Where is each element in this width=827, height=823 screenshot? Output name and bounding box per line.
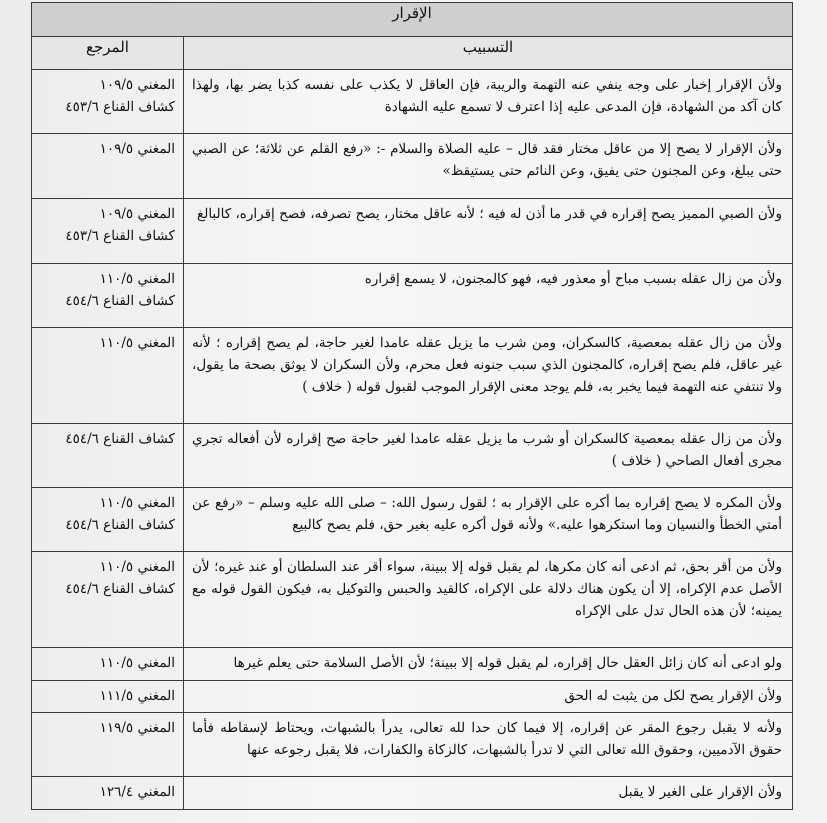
reason-cell: ولو ادعى أنه كان زائل العقل حال إقراره، لم يقبل قوله إلا ببينة؛ لأن الأصل السلامة حتى يعلم غيرها [184,648,793,681]
reference-cell [32,328,184,424]
reference-line: المغني ١٠٩/٥ [99,77,175,93]
table-row [32,264,793,328]
reason-cell: ولأن من أقر بحق، ثم ادعى أنه كان مكرها، لم يقبل قوله إلا ببينة، سواء أقر عند السلطان أو عند غيره؛ لأن الأصل عدم الإكراه، إلا أن يكون هناك دلالة على الإكراه، كالقيد والحبس والتوكيل به، فيكون القول قوله مع يمينه؛ لأن هذه الحال تدل على الإكراه [184,552,793,648]
reason-cell: ولأن الإقرار يصح لكل من يثبت له الحق [184,681,793,713]
table-row [32,134,793,199]
reference-cell [32,424,184,488]
reference-cell [32,488,184,552]
reference-cell [32,648,184,681]
reference-cell [32,70,184,134]
reference-line: المغني ١٠٩/٥ [99,206,175,222]
table-row [32,648,793,681]
reference-line: المغني ١٢٦/٤ [99,784,175,800]
table-row [32,713,793,777]
reason-cell: ولأن من زال عقله بمعصية، كالسكران، ومن شرب ما يزيل عقله عامدا لغير حاجة، لم يصح إقراره ؛ لأنه غير عاقل، فلم يصح إقراره، كالمجنون الذي سبب جنونه فعل محرم، ولأن السكران لا يوثق بصحة ما يقول، ولا تنتفي عنه التهمة فيما يخبر به، فلم يوجد معنى الإقرار الموجب لقبول قوله ( خلاف ) [184,328,793,424]
reference-cell [32,199,184,264]
column-header-reason: التسبيب [184,37,793,70]
table-row [32,199,793,264]
reference-line: المغني ١١٠/٥ [99,655,175,671]
reference-cell [32,264,184,328]
reference-cell [32,681,184,713]
table-row [32,488,793,552]
reference-line: المغني ١١٠/٥ [99,495,175,511]
reference-line: كشاف القناع ٤٥٤/٦ [65,431,175,447]
reference-line: المغني ١١١/٥ [99,688,175,704]
reference-line: المغني ١٠٩/٥ [99,141,175,157]
reason-cell: ولأن الصبي المميز يصح إقراره في قدر ما أذن له فيه ؛ لأنه عاقل مختار، يصح تصرفه، فصح إقراره، كالبالغ [184,199,793,264]
table-row [32,70,793,134]
reference-cell [32,552,184,648]
reason-cell: ولأن الإقرار على الغير لا يقبل [184,777,793,810]
table-title: الإقرار [32,3,793,37]
reference-cell [32,777,184,810]
reason-cell: ولأن الإقرار إخبار على وجه ينفي عنه التهمة والريبة، فإن العاقل لا يكذب على نفسه كذبا يضر بها، ولهذا كان آكد من الشهادة، فإن المدعى عليه إذا اعترف لا تسمع عليه الشهادة [184,70,793,134]
table-row [32,424,793,488]
table-row [32,777,793,810]
reference-line: المغني ١١٠/٥ [99,335,175,351]
column-header-reference: المرجع [32,37,184,70]
reference-line: كشاف القناع ٤٥٤/٦ [65,293,175,309]
reason-cell: ولأن من زال عقله بسبب مباح أو معذور فيه، فهو كالمجنون، لا يسمع إقراره [184,264,793,328]
table-row [32,328,793,424]
reason-cell: ولأن من زال عقله بمعصية كالسكران أو شرب ما يزيل عقله عامدا لغير حاجة صح إقراره لأن أفعاله تجري مجرى أفعال الصاحي ( خلاف ) [184,424,793,488]
reason-cell: ولأن الإقرار لا يصح إلا من عاقل مختار فقد قال – عليه الصلاة والسلام -: «رفع القلم عن ثلاثة؛ عن الصبي حتى يبلغ، وعن المجنون حتى يفيق، وعن النائم حتى يستيقظ» [184,134,793,199]
reference-line: كشاف القناع ٤٥٤/٦ [65,517,175,533]
reference-line: المغني ١١٠/٥ [99,271,175,287]
iqrar-table [31,2,793,810]
reference-cell [32,713,184,777]
reference-line: المغني ١١٩/٥ [99,720,175,736]
reason-cell: ولأنه لا يقبل رجوع المقر عن إقراره، إلا فيما كان حدا لله تعالى، يدرأ بالشبهات، ويحتاط لإسقاطه فأما حقوق الآدميين، وحقوق الله تعالى التي لا تدرأ بالشبهات، كالزكاة والكفارات، فلا يقبل رجوعه عنها [184,713,793,777]
reason-cell: ولأن المكره لا يصح إقراره بما أكره على الإقرار به ؛ لقول رسول الله: – صلى الله عليه وسلم – «رفع عن أمتي الخطأ والنسيان وما استكرهوا عليه.» ولأنه قول أكره عليه بغير حق، فلم يصح كالبيع [184,488,793,552]
table-row [32,552,793,648]
reference-line: كشاف القناع ٤٥٣/٦ [65,228,175,244]
table-row [32,681,793,713]
reference-cell [32,134,184,199]
reference-line: المغني ١١٠/٥ [99,559,175,575]
reference-line: كشاف القناع ٤٥٤/٦ [65,581,175,597]
reference-line: كشاف القناع ٤٥٣/٦ [65,99,175,115]
